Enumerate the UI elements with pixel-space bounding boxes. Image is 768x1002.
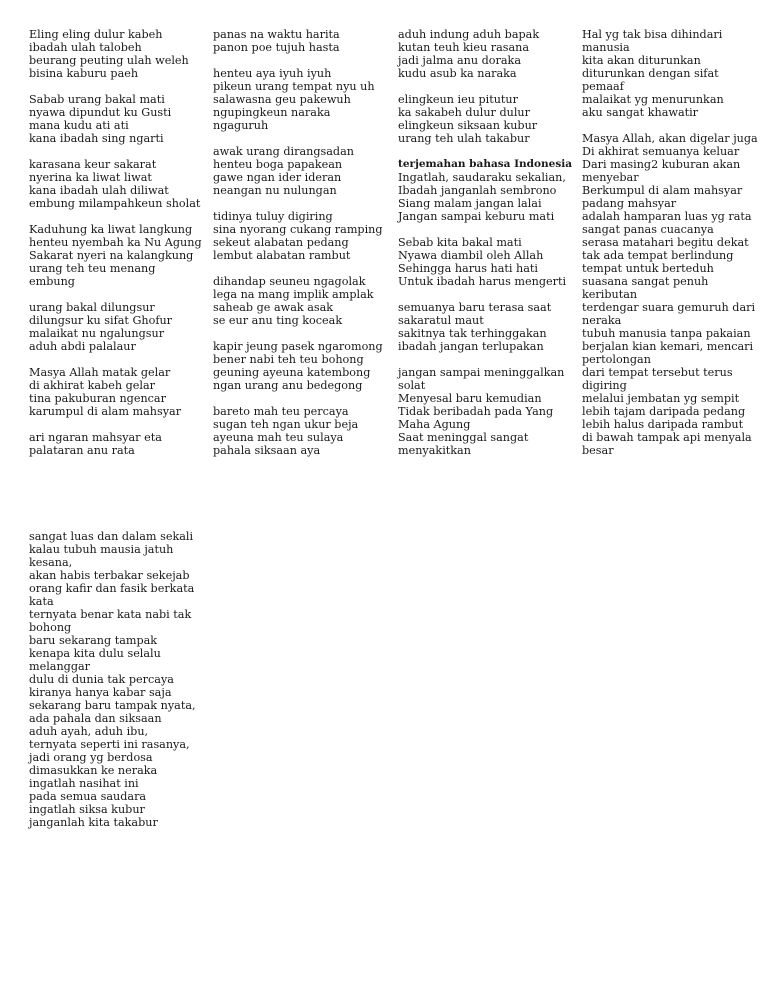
- text-line: ibadah ulah talobeh: [29, 41, 142, 54]
- text-line: beurang peuting ulah weleh: [29, 54, 189, 67]
- text-line: tak ada tempat berlindung: [582, 249, 734, 262]
- text-line: suasana sangat penuh: [582, 275, 709, 288]
- text-line: di akhirat kabeh gelar: [29, 379, 155, 392]
- text-line: panon poe tujuh hasta: [213, 41, 340, 54]
- text-line: kutan teuh kieu rasana: [398, 41, 530, 54]
- text-line: sekeut alabatan pedang: [213, 236, 349, 249]
- text-line: baru sekarang tampak: [29, 634, 158, 647]
- text-line: Siang malam jangan lalai: [398, 197, 542, 210]
- text-line: ada pahala dan siksaan: [29, 712, 162, 725]
- text-line: dimasukkan ke neraka: [29, 764, 158, 777]
- text-line: ternyata benar kata nabi tak: [29, 608, 192, 621]
- text-line: dilungsur ku sifat Ghofur: [29, 314, 173, 327]
- text-line: aduh indung aduh bapak: [398, 28, 540, 41]
- text-line: Sabab urang bakal mati: [29, 93, 165, 106]
- text-line: menyebar: [582, 171, 639, 184]
- text-line: pikeun urang tempat nyu uh: [213, 80, 375, 93]
- text-line: diturunkan dengan sifat: [582, 67, 719, 80]
- stanza: [29, 530, 209, 829]
- text-line: henteu boga papakean: [213, 158, 343, 171]
- text-line: serasa matahari begitu dekat: [582, 236, 749, 249]
- text-line: ingatlah nasihat ini: [29, 777, 139, 790]
- text-line: menyakitkan: [398, 444, 471, 457]
- text-line: nyerina ka liwat liwat: [29, 171, 152, 184]
- stanza: [29, 158, 209, 210]
- text-line: melanggar: [29, 660, 91, 673]
- text-line: keributan: [582, 288, 638, 301]
- stanza: [29, 223, 209, 288]
- text-line: embung: [29, 275, 75, 288]
- text-line: Sebab kita bakal mati: [398, 236, 522, 249]
- stanza: [29, 366, 209, 418]
- text-line: ingatlah siksa kubur: [29, 803, 145, 816]
- text-line: Di akhirat semuanya keluar: [582, 145, 740, 158]
- text-line: ayeuna mah teu sulaya: [213, 431, 344, 444]
- stanza: [398, 171, 578, 223]
- text-line: sangat panas cuacanya: [582, 223, 714, 236]
- text-line: tempat untuk berteduh: [582, 262, 714, 275]
- text-line: terdengar suara gemuruh dari: [582, 301, 756, 314]
- column-2: [213, 28, 393, 470]
- stanza: [29, 28, 209, 80]
- text-line: elingkeun ieu pitutur: [398, 93, 518, 106]
- text-line: bohong: [29, 621, 72, 634]
- text-line: pertolongan: [582, 353, 651, 366]
- stanza: [213, 275, 393, 327]
- text-line: tina pakuburan ngencar: [29, 392, 166, 405]
- stanza: [398, 93, 578, 145]
- stanza: [213, 28, 393, 54]
- text-line: embung milampahkeun sholat: [29, 197, 201, 210]
- text-line: ngaguruh: [213, 119, 269, 132]
- column-3: [398, 28, 578, 470]
- text-line: di bawah tampak api menyala: [582, 431, 752, 444]
- text-line: karasana keur sakarat: [29, 158, 157, 171]
- text-line: besar: [582, 444, 614, 457]
- text-line: saheab ge awak asak: [213, 301, 334, 314]
- text-line: neangan nu nulungan: [213, 184, 337, 197]
- stanza: [29, 93, 209, 145]
- text-line: Maha Agung: [398, 418, 471, 431]
- text-line: kenapa kita dulu selalu: [29, 647, 161, 660]
- text-line: Untuk ibadah harus mengerti: [398, 275, 567, 288]
- column-4: [582, 28, 762, 470]
- text-line: jangan sampai meninggalkan: [398, 366, 565, 379]
- text-line: aduh ayah, aduh ibu,: [29, 725, 149, 738]
- text-line: salawasna geu pakewuh: [213, 93, 351, 106]
- text-line: malaikat yg menurunkan: [582, 93, 724, 106]
- text-line: sekarang baru tampak nyata,: [29, 699, 196, 712]
- text-line: digiring: [582, 379, 627, 392]
- stanza: [398, 366, 578, 457]
- text-line: kapir jeung pasek ngaromong: [213, 340, 383, 353]
- text-line: palataran anu rata: [29, 444, 135, 457]
- text-line: sakitnya tak terhinggakan: [398, 327, 547, 340]
- stanza: [213, 67, 393, 132]
- text-line: sina nyorang cukang ramping: [213, 223, 383, 236]
- text-line: solat: [398, 379, 426, 392]
- text-line: Sehingga harus hati hati: [398, 262, 539, 275]
- text-line: kalau tubuh mausia jatuh: [29, 543, 174, 556]
- text-line: Ingatlah, saudaraku sekalian,: [398, 171, 566, 184]
- text-line: ternyata seperti ini rasanya,: [29, 738, 190, 751]
- text-line: urang teh teu menang: [29, 262, 156, 275]
- text-line: se eur anu ting koceak: [213, 314, 343, 327]
- text-line: Dari masing2 kuburan akan: [582, 158, 741, 171]
- text-line: akan habis terbakar sekejab: [29, 569, 190, 582]
- text-line: janganlah kita takabur: [29, 816, 158, 829]
- stanza: [398, 236, 578, 288]
- text-line: sakaratul maut: [398, 314, 484, 327]
- text-line: Sakarat nyeri na kalangkung: [29, 249, 194, 262]
- text-line: dihandap seuneu ngagolak: [213, 275, 366, 288]
- text-line: kita akan diturunkan: [582, 54, 701, 67]
- text-line: kana ibadah sing ngarti: [29, 132, 164, 145]
- text-line: dari tempat tersebut terus: [582, 366, 733, 379]
- text-line: awak urang dirangsadan: [213, 145, 354, 158]
- stanza: [213, 340, 393, 392]
- text-line: kiranya hanya kabar saja: [29, 686, 172, 699]
- text-line: jadi jalma anu doraka: [398, 54, 521, 67]
- text-line: karumpul di alam mahsyar: [29, 405, 182, 418]
- text-line: ari ngaran mahsyar eta: [29, 431, 162, 444]
- text-line: lebih halus daripada rambut: [582, 418, 744, 431]
- text-line: urang bakal dilungsur: [29, 301, 155, 314]
- text-line: tidinya tuluy digiring: [213, 210, 333, 223]
- text-line: ngan urang anu bedegong: [213, 379, 363, 392]
- text-line: Masya Allah, akan digelar juga: [582, 132, 758, 145]
- stanza: [213, 210, 393, 262]
- stanza: [29, 431, 209, 457]
- text-line: jadi orang yg berdosa: [29, 751, 153, 764]
- text-line: Kaduhung ka liwat langkung: [29, 223, 193, 236]
- text-line: lega na mang implik amplak: [213, 288, 374, 301]
- column-1-continued: [29, 530, 209, 842]
- text-line: orang kafir dan fasik berkata: [29, 582, 195, 595]
- text-line: bener nabi teh teu bohong: [213, 353, 364, 366]
- text-line: ngupingkeun naraka: [213, 106, 331, 119]
- text-line: henteu nyembah ka Nu Agung: [29, 236, 202, 249]
- column-1: [29, 28, 209, 470]
- text-line: pada semua saudara: [29, 790, 147, 803]
- text-line: Hal yg tak bisa dihindari: [582, 28, 723, 41]
- text-line: pemaaf: [582, 80, 624, 93]
- text-line: dulu di dunia tak percaya: [29, 673, 174, 686]
- text-line: neraka: [582, 314, 622, 327]
- text-line: Saat meninggal sangat: [398, 431, 529, 444]
- text-line: pahala siksaan aya: [213, 444, 321, 457]
- text-line: ka sakabeh dulur dulur: [398, 106, 530, 119]
- text-line: melalui jembatan yg sempit: [582, 392, 740, 405]
- stanza: [29, 301, 209, 353]
- text-line: sugan teh ngan ukur beja: [213, 418, 359, 431]
- translation-heading: terjemahan bahasa Indonesia: [398, 158, 573, 170]
- text-line: Menyesal baru kemudian: [398, 392, 542, 405]
- text-line: henteu aya iyuh iyuh: [213, 67, 332, 80]
- text-line: manusia: [582, 41, 630, 54]
- text-line: Tidak beribadah pada Yang: [398, 405, 554, 418]
- text-line: Ibadah janganlah sembrono: [398, 184, 557, 197]
- text-line: gawe ngan ider ideran: [213, 171, 342, 184]
- text-line: semuanya baru terasa saat: [398, 301, 552, 314]
- text-line: mana kudu ati ati: [29, 119, 129, 132]
- stanza: [213, 405, 393, 457]
- text-line: malaikat nu ngalungsur: [29, 327, 165, 340]
- text-line: padang mahsyar: [582, 197, 677, 210]
- text-line: lebih tajam daripada pedang: [582, 405, 746, 418]
- text-line: panas na waktu harita: [213, 28, 340, 41]
- text-line: aku sangat khawatir: [582, 106, 699, 119]
- stanza: [398, 301, 578, 353]
- stanza: [398, 28, 578, 80]
- translation-section: [398, 158, 578, 457]
- text-line: ibadah jangan terlupakan: [398, 340, 544, 353]
- stanza: [582, 28, 762, 119]
- text-line: Jangan sampai keburu mati: [398, 210, 555, 223]
- text-line: Masya Allah matak gelar: [29, 366, 171, 379]
- text-line: tubuh manusia tanpa pakaian: [582, 327, 751, 340]
- text-line: urang teh ulah takabur: [398, 132, 530, 145]
- text-line: bisina kaburu paeh: [29, 67, 139, 80]
- text-line: aduh abdi palalaur: [29, 340, 136, 353]
- text-line: geuning ayeuna katembong: [213, 366, 371, 379]
- text-line: lembut alabatan rambut: [213, 249, 351, 262]
- text-line: kata: [29, 595, 54, 608]
- text-line: Nyawa diambil oleh Allah: [398, 249, 544, 262]
- stanza: [213, 145, 393, 197]
- text-line: sangat luas dan dalam sekali: [29, 530, 194, 543]
- text-line: kudu asub ka naraka: [398, 67, 517, 80]
- text-line: nyawa dipundut ku Gusti: [29, 106, 172, 119]
- text-line: bareto mah teu percaya: [213, 405, 349, 418]
- text-line: berjalan kian kemari, mencari: [582, 340, 754, 353]
- text-line: kana ibadah ulah diliwat: [29, 184, 169, 197]
- text-line: adalah hamparan luas yg rata: [582, 210, 752, 223]
- text-line: elingkeun siksaan kubur: [398, 119, 538, 132]
- stanza: [582, 132, 762, 457]
- text-line: Eling eling dulur kabeh: [29, 28, 163, 41]
- text-line: kesana,: [29, 556, 73, 569]
- text-line: Berkumpul di alam mahsyar: [582, 184, 743, 197]
